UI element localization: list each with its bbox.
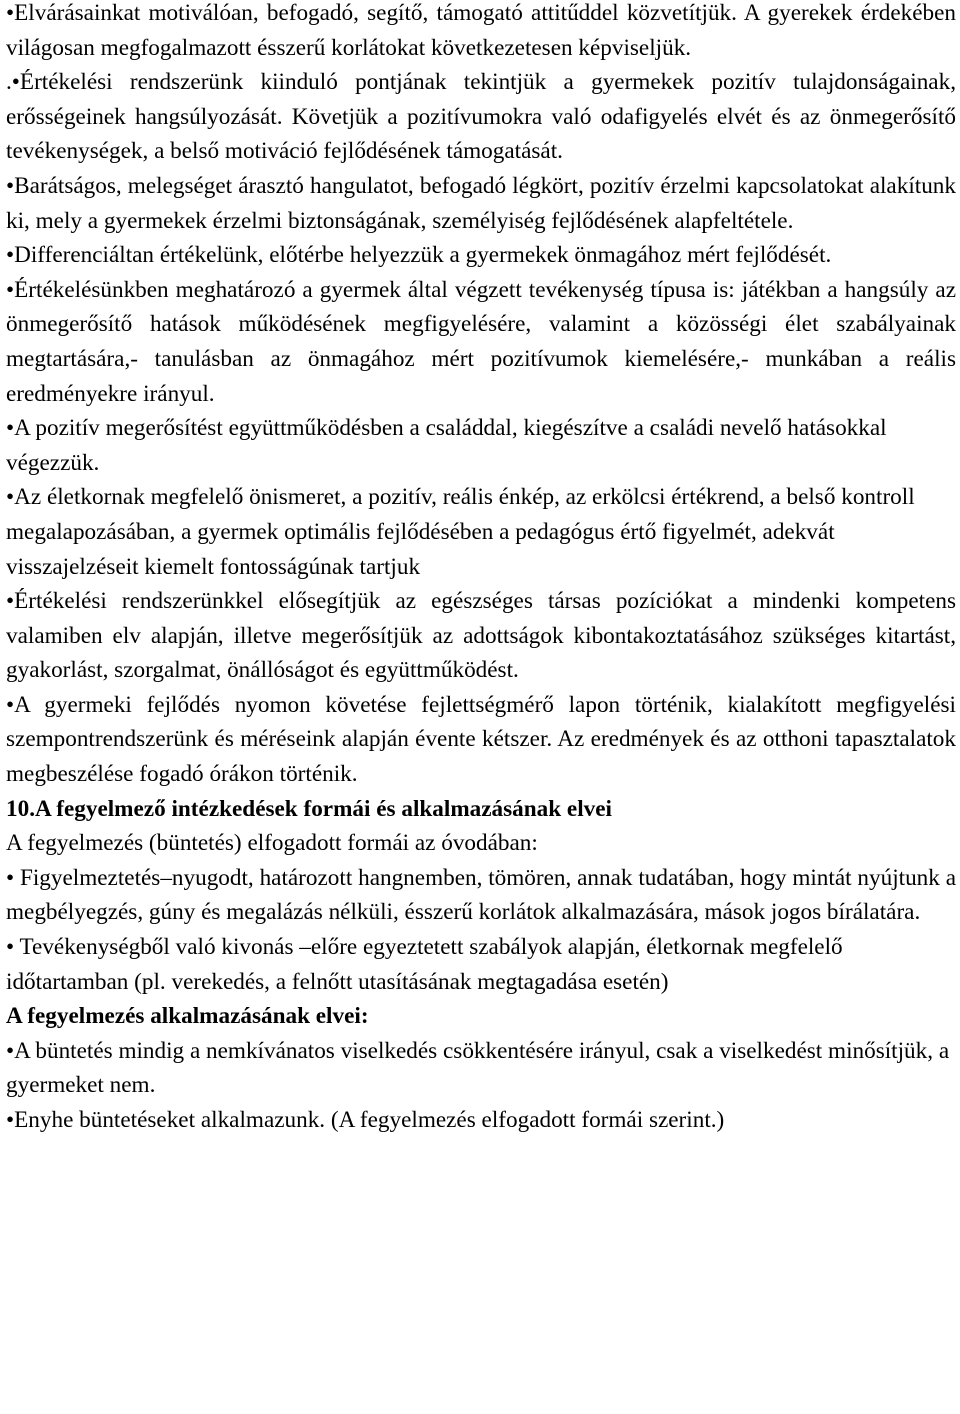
- paragraph-family-cooperation: •A pozitív megerősítést együttműködésben a családdal, kiegészítve a családi nevelő hatásokkal végezzük.: [6, 415, 887, 476]
- list-item-warning: • Figyelmeztetés–nyugodt, határozott hangnemben, tömören, annak tudatában, hogy mintát nyújtunk a megbélyegzés, gúny és megalázás nélküli, ésszerű korlátok alkalmazására, mások jogos bírálatára.: [6, 864, 956, 926]
- list-item-punishment-aim: •A büntetés mindig a nemkívánatos viselkedés csökkentésére irányul, csak a viselkedést minősítjük, a gyermeket nem.: [6, 1037, 950, 1099]
- paragraph-evaluation-system: .•Értékelési rendszerünk kiinduló pontjának tekintjük a gyermekek pozitív tulajdonságainak, erősségeinek hangsúlyozását. Követjük a pozitívumokra való odafigyelés elvét és az önmegerősítő tevékenységek, a belső motiváció fejlődésének támogatását.: [6, 69, 956, 165]
- list-item-mild-punishment: •Enyhe büntetéseket alkalmazunk. (A fegyelmezés elfogadott formái szerint.): [6, 1107, 725, 1133]
- subheading-discipline-principles: A fegyelmezés alkalmazásának elvei:: [6, 1003, 369, 1030]
- paragraph-development-tracking: •A gyermeki fejlődés nyomon követése fejlettségmérő lapon történik, kialakított megfigyelési szempontrendszerünk és méréseink alapján évente kétszer. Az eredmények és az otthoni tapasztalatok megbeszélése fogadó órákon történik.: [6, 691, 956, 788]
- paragraph-expectations: •Elvárásainkat motiválóan, befogadó, segítő, támogató attitűddel közvetítjük. A gyerekek érdekében világosan megfogalmazott ésszerű korlátokat következetesen képviseljük.: [6, 0, 956, 61]
- paragraph-self-knowledge: •Az életkornak megfelelő önismeret, a pozitív, reális énkép, az erkölcsi értékrend, a belső kontroll megalapozásában, a gyermek optimális fejlődésében a pedagógus értő figyelmét, adekvát visszajelzéseit kiemelt fontosságúnak tartjuk: [6, 484, 915, 580]
- section-heading-discipline: 10.A fegyelmező intézkedések formái és alkalmazásának elvei: [6, 795, 612, 822]
- paragraph-differentiated-evaluation: •Differenciáltan értékelünk, előtérbe helyezzük a gyermekek önmagához mért fejlődését.: [6, 242, 832, 269]
- paragraph-social-positions: •Értékelési rendszerünkkel elősegítjük az egészséges társas pozíciókat a mindenki kompetens valamiben elv alapján, illetve megerősítjük az adottságok kibontakoztatásához szükséges kitartást, gyakorlást, szorgalmat, önállóságot és együttműködést.: [6, 588, 956, 684]
- paragraph-friendly-atmosphere: •Barátságos, melegséget árasztó hangulatot, befogadó légkört, pozitív érzelmi kapcsolatokat alakítunk ki, mely a gyermekek érzelmi biztonságának, személyiség fejlődésének alapfeltétele.: [6, 172, 956, 234]
- document-page: [6, 0, 956, 1138]
- paragraph-discipline-forms-intro: A fegyelmezés (büntetés) elfogadott formái az óvodában:: [6, 830, 538, 857]
- list-item-withdrawal: • Tevékenységből való kivonás –előre egyeztetett szabályok alapján, életkornak megfelelő időtartamban (pl. verekedés, a felnőtt utasításának megtagadása esetén): [6, 934, 843, 995]
- paragraph-activity-type: •Értékelésünkben meghatározó a gyermek által végzett tevékenység típusa is: játékban a hangsúly az önmegerősítő hatások működésének megfigyelésére, valamint a közösségi élet szabályainak megtartására,- tanulásban az önmagához mért pozitívumok kiemelésére,- munkában a reális eredményekre irányul.: [6, 276, 956, 407]
